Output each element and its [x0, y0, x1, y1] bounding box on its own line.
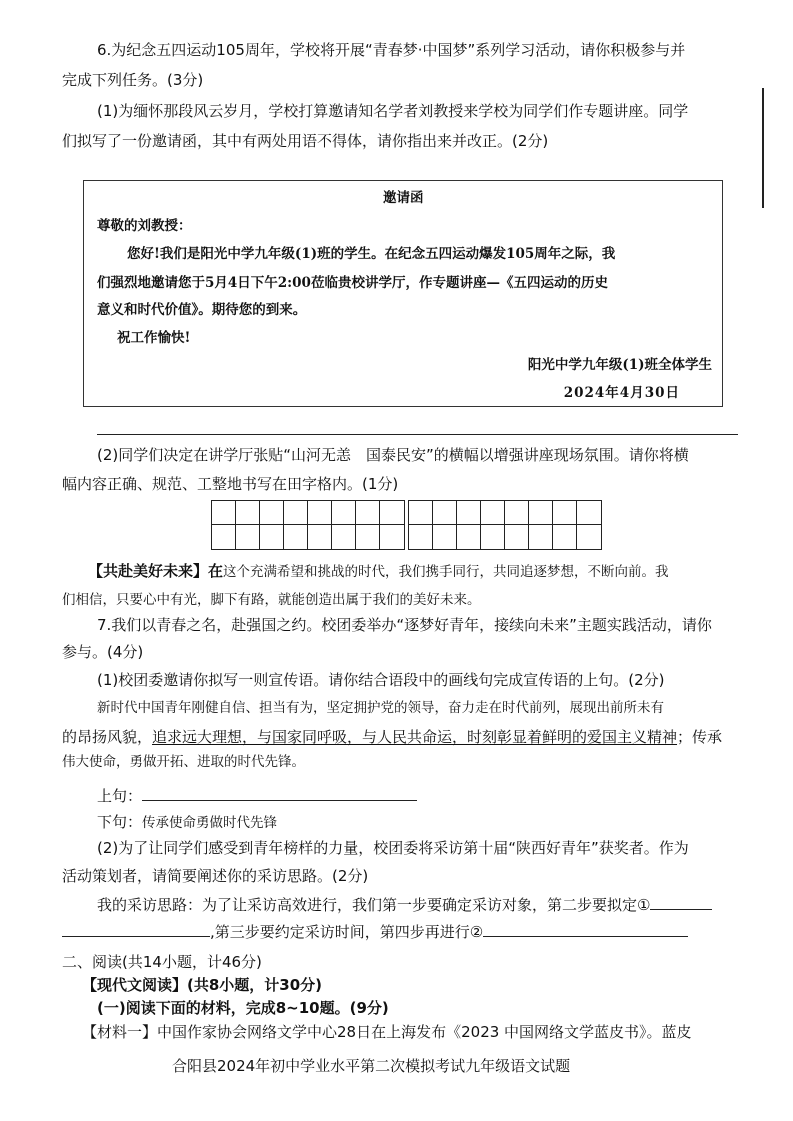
q6-sub1-line2: 们拟写了一份邀请函，其中有两处用语不得体，请你指出来并改正。(2分) [62, 132, 549, 150]
upper-line-label: 上句： [97, 787, 143, 805]
writing-grid-right[interactable] [408, 500, 602, 550]
q7-passage-2-end: ；传承 [677, 728, 723, 746]
blank-1-start[interactable] [650, 895, 712, 910]
answer-line[interactable] [97, 434, 738, 435]
q6-sub1-line1: (1)为缅怀那段风云岁月，学校打算邀请知名学者刘教授来学校为同学们作专题讲座。同学 [97, 102, 689, 120]
q7-sub2-line2: 活动策划者，请简要阐述你的采访思路。(2分) [62, 867, 369, 885]
q7-sub1: (1)校团委邀请你拟写一则宣传语。请你结合语段中的画线句完成宣传语的上句。(2分) [97, 671, 665, 689]
lower-line-label: 下句： [97, 813, 143, 831]
letter-title: 邀请函 [383, 190, 424, 206]
letter-salutation: 尊敬的刘教授： [97, 218, 192, 234]
q7-passage-1: 新时代中国青年刚健自信、担当有为，坚定拥护党的领导，奋力走在时代前列，展现出前所未有 [97, 700, 664, 716]
letter-body-3: 意义和时代价值》。期待您的到来。 [97, 302, 307, 318]
future-heading: 【共赴美好未来】 [88, 562, 209, 580]
letter-body-1: 您好!我们是阳光中学九年级(1)班的学生。在纪念五四运动爆发105周年之际，我 [127, 246, 616, 262]
q6-sub2-line2: 幅内容正确、规范、工整地书写在田字格内。(1分) [62, 475, 399, 493]
margin-bar [762, 88, 764, 208]
q6-line2: 完成下列任务。(3分) [62, 71, 204, 89]
q7-line2: 参与。(4分) [62, 643, 144, 661]
q7-passage-2-start: 的昂扬风貌， [62, 728, 153, 746]
q6-line1: 6.为纪念五四运动105周年，学校将开展“青春梦·中国梦”系列学习活动，请你积极参与并 [97, 41, 686, 59]
q7-sub2-line1: (2)为了让同学们感受到青年榜样的力量，校团委将采访第十届“陕西好青年”获奖者。作为 [97, 839, 689, 857]
blank-2[interactable] [483, 922, 688, 937]
modern-reading-heading: 【现代文阅读】(共8小题，计30分) [82, 976, 323, 994]
underlined-sentence: 追求远大理想，与国家同呼吸，与人民共命运，时刻彰显着鲜明的爱国主义精神 [152, 728, 678, 746]
plan-line1: 我的采访思路：为了让采访高效进行，我们第一步要确定采访对象，第二步要拟定① [97, 896, 651, 914]
material-text: 中国作家协会网络文学中心28日在上海发布《2023 中国网络文学蓝皮书》。蓝皮 [157, 1023, 692, 1041]
q7-line1: 7.我们以青春之名，赴强国之约。校团委举办“逐梦好青年，接续向未来”主题实践活动，请你 [97, 616, 712, 634]
letter-body-2: 们强烈地邀请您于5月4日下午2:00莅临贵校讲学厅，作专题讲座—《五四运动的历史 [97, 275, 608, 291]
future-first-char: 在 [208, 562, 224, 580]
letter-date: 2024年4月30日 [563, 385, 680, 401]
q7-passage-3: 伟大使命，勇做开拓、进取的时代先锋。 [62, 754, 305, 770]
section2-heading: 二、阅读(共14小题，计46分) [62, 953, 262, 971]
material-label: 【材料一】 [82, 1023, 158, 1041]
writing-grid-left[interactable] [211, 500, 405, 550]
letter-signature: 阳光中学九年级(1)班全体学生 [527, 357, 712, 373]
plan-line2: ,第三步要约定采访时间，第四步再进行② [210, 923, 484, 941]
upper-line-answer-blank[interactable] [142, 786, 417, 801]
blank-1-end[interactable] [62, 922, 210, 937]
future-line2: 们相信，只要心中有光，脚下有路，就能创造出属于我们的美好未来。 [62, 592, 481, 608]
lower-line-text: 传承使命勇做时代先锋 [142, 815, 278, 831]
letter-closing: 祝工作愉快! [117, 330, 191, 346]
page-footer: 合阳县2024年初中学业水平第二次模拟考试九年级语文试题 [172, 1057, 571, 1075]
part1-heading: (一)阅读下面的材料，完成8~10题。(9分) [97, 999, 389, 1017]
q6-sub2-line1: (2)同学们决定在讲学厅张贴“山河无恙 国泰民安”的横幅以增强讲座现场氛围。请你将横 [97, 446, 689, 464]
future-line1: 这个充满希望和挑战的时代，我们携手同行，共同追逐梦想，不断向前。我 [223, 564, 669, 580]
